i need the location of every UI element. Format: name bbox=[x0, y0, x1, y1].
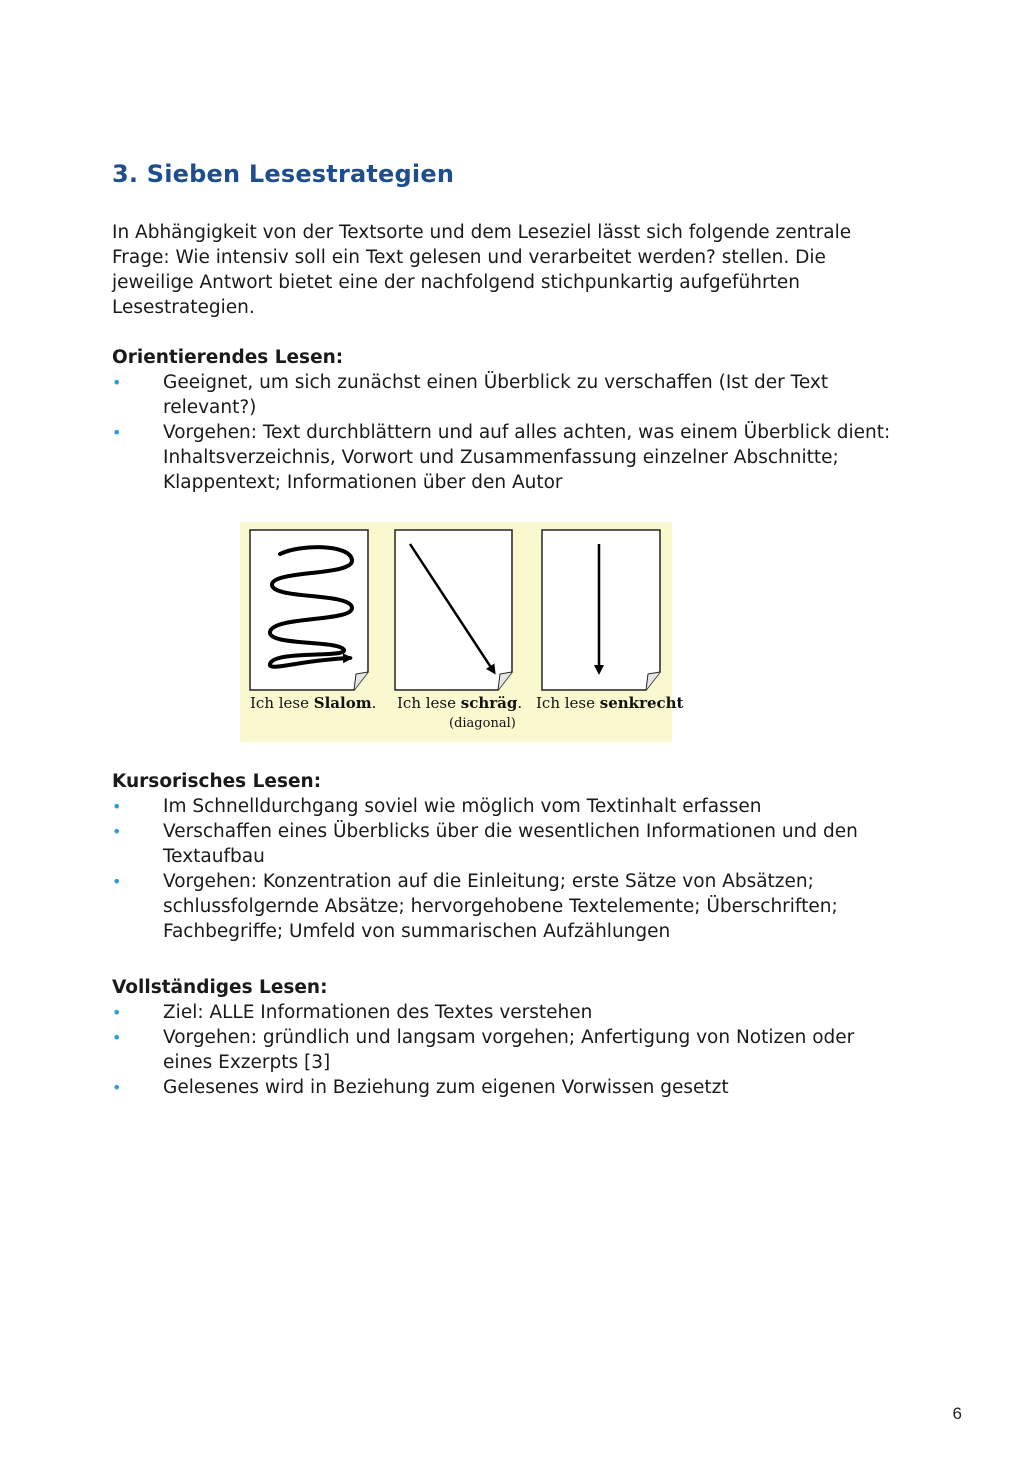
section-vollstaendiges-lesen bbox=[112, 975, 892, 1100]
list-item: • Gelesenes wird in Beziehung zum eigenen Vorwissen gesetzt bbox=[112, 1077, 729, 1098]
bullet-icon: • bbox=[112, 423, 122, 442]
bullet-list bbox=[112, 370, 892, 495]
list-item: • Vorgehen: Text durchblättern und auf alles achten, was einem Überblick dient: Inhaltsverzeichnis, Vorwort und Zusammenfassung einzelner Abschnitte; Klappentext; Informationen über den Autor bbox=[112, 422, 891, 493]
page-number: 6 bbox=[952, 1404, 962, 1423]
list-item: • Vorgehen: gründlich und langsam vorgehen; Anfertigung von Notizen oder eines Exzerpts [3] bbox=[112, 1027, 855, 1073]
section-title: Kursorisches Lesen: bbox=[112, 771, 322, 792]
reading-strategy-figure bbox=[240, 522, 684, 742]
bullet-icon: • bbox=[112, 797, 122, 816]
bullet-icon: • bbox=[112, 822, 122, 841]
page-slalom-icon bbox=[250, 530, 368, 690]
bullet-icon: • bbox=[112, 1078, 122, 1097]
bullet-icon: • bbox=[112, 1028, 122, 1047]
list-item: • Im Schnelldurchgang soviel wie möglich vom Textinhalt erfassen bbox=[112, 796, 762, 817]
bullet-list bbox=[112, 794, 892, 944]
bullet-icon: • bbox=[112, 1003, 122, 1022]
figure-caption-slalom: Ich lese Slalom. bbox=[250, 694, 377, 712]
list-item: • Ziel: ALLE Informationen des Textes verstehen bbox=[112, 1002, 593, 1023]
figure-subcaption-diagonal: (diagonal) bbox=[449, 716, 516, 731]
list-item: • Vorgehen: Konzentration auf die Einleitung; erste Sätze von Absätzen; schlussfolgernde Absätze; hervorgehobene Textelemente; Überschriften; Fachbegriffe; Umfeld von summarischen Aufzählungen bbox=[112, 871, 838, 942]
bullet-icon: • bbox=[112, 373, 122, 392]
section-heading: 3. Sieben Lesestrategien bbox=[112, 160, 455, 188]
section-kursorisches-lesen bbox=[112, 769, 892, 944]
figure-caption-senkrecht: Ich lese senkrecht bbox=[536, 694, 684, 712]
list-item: • Geeignet, um sich zunächst einen Überblick zu verschaffen (Ist der Text relevant?) bbox=[112, 372, 829, 418]
intro-paragraph: In Abhängigkeit von der Textsorte und dem Leseziel lässt sich folgende zentrale Frage: Wie intensiv soll ein Text gelesen und verarbeitet werden? stellen. Die jeweilige Antwort bietet eine der nachfolgend stichpunkartig aufgeführten Lesestrategien. bbox=[112, 222, 852, 318]
list-item: • Verschaffen eines Überblicks über die wesentlichen Informationen und den Textaufbau bbox=[112, 821, 858, 867]
figure-caption-schraeg: Ich lese schräg. bbox=[397, 694, 523, 712]
page-schraeg-icon bbox=[395, 530, 512, 690]
section-title: Orientierendes Lesen: bbox=[112, 347, 344, 368]
bullet-icon: • bbox=[112, 872, 122, 891]
section-title: Vollständiges Lesen: bbox=[112, 977, 328, 998]
bullet-list bbox=[112, 1000, 892, 1100]
page-senkrecht-icon bbox=[542, 530, 660, 690]
section-orientierendes-lesen bbox=[112, 345, 892, 495]
